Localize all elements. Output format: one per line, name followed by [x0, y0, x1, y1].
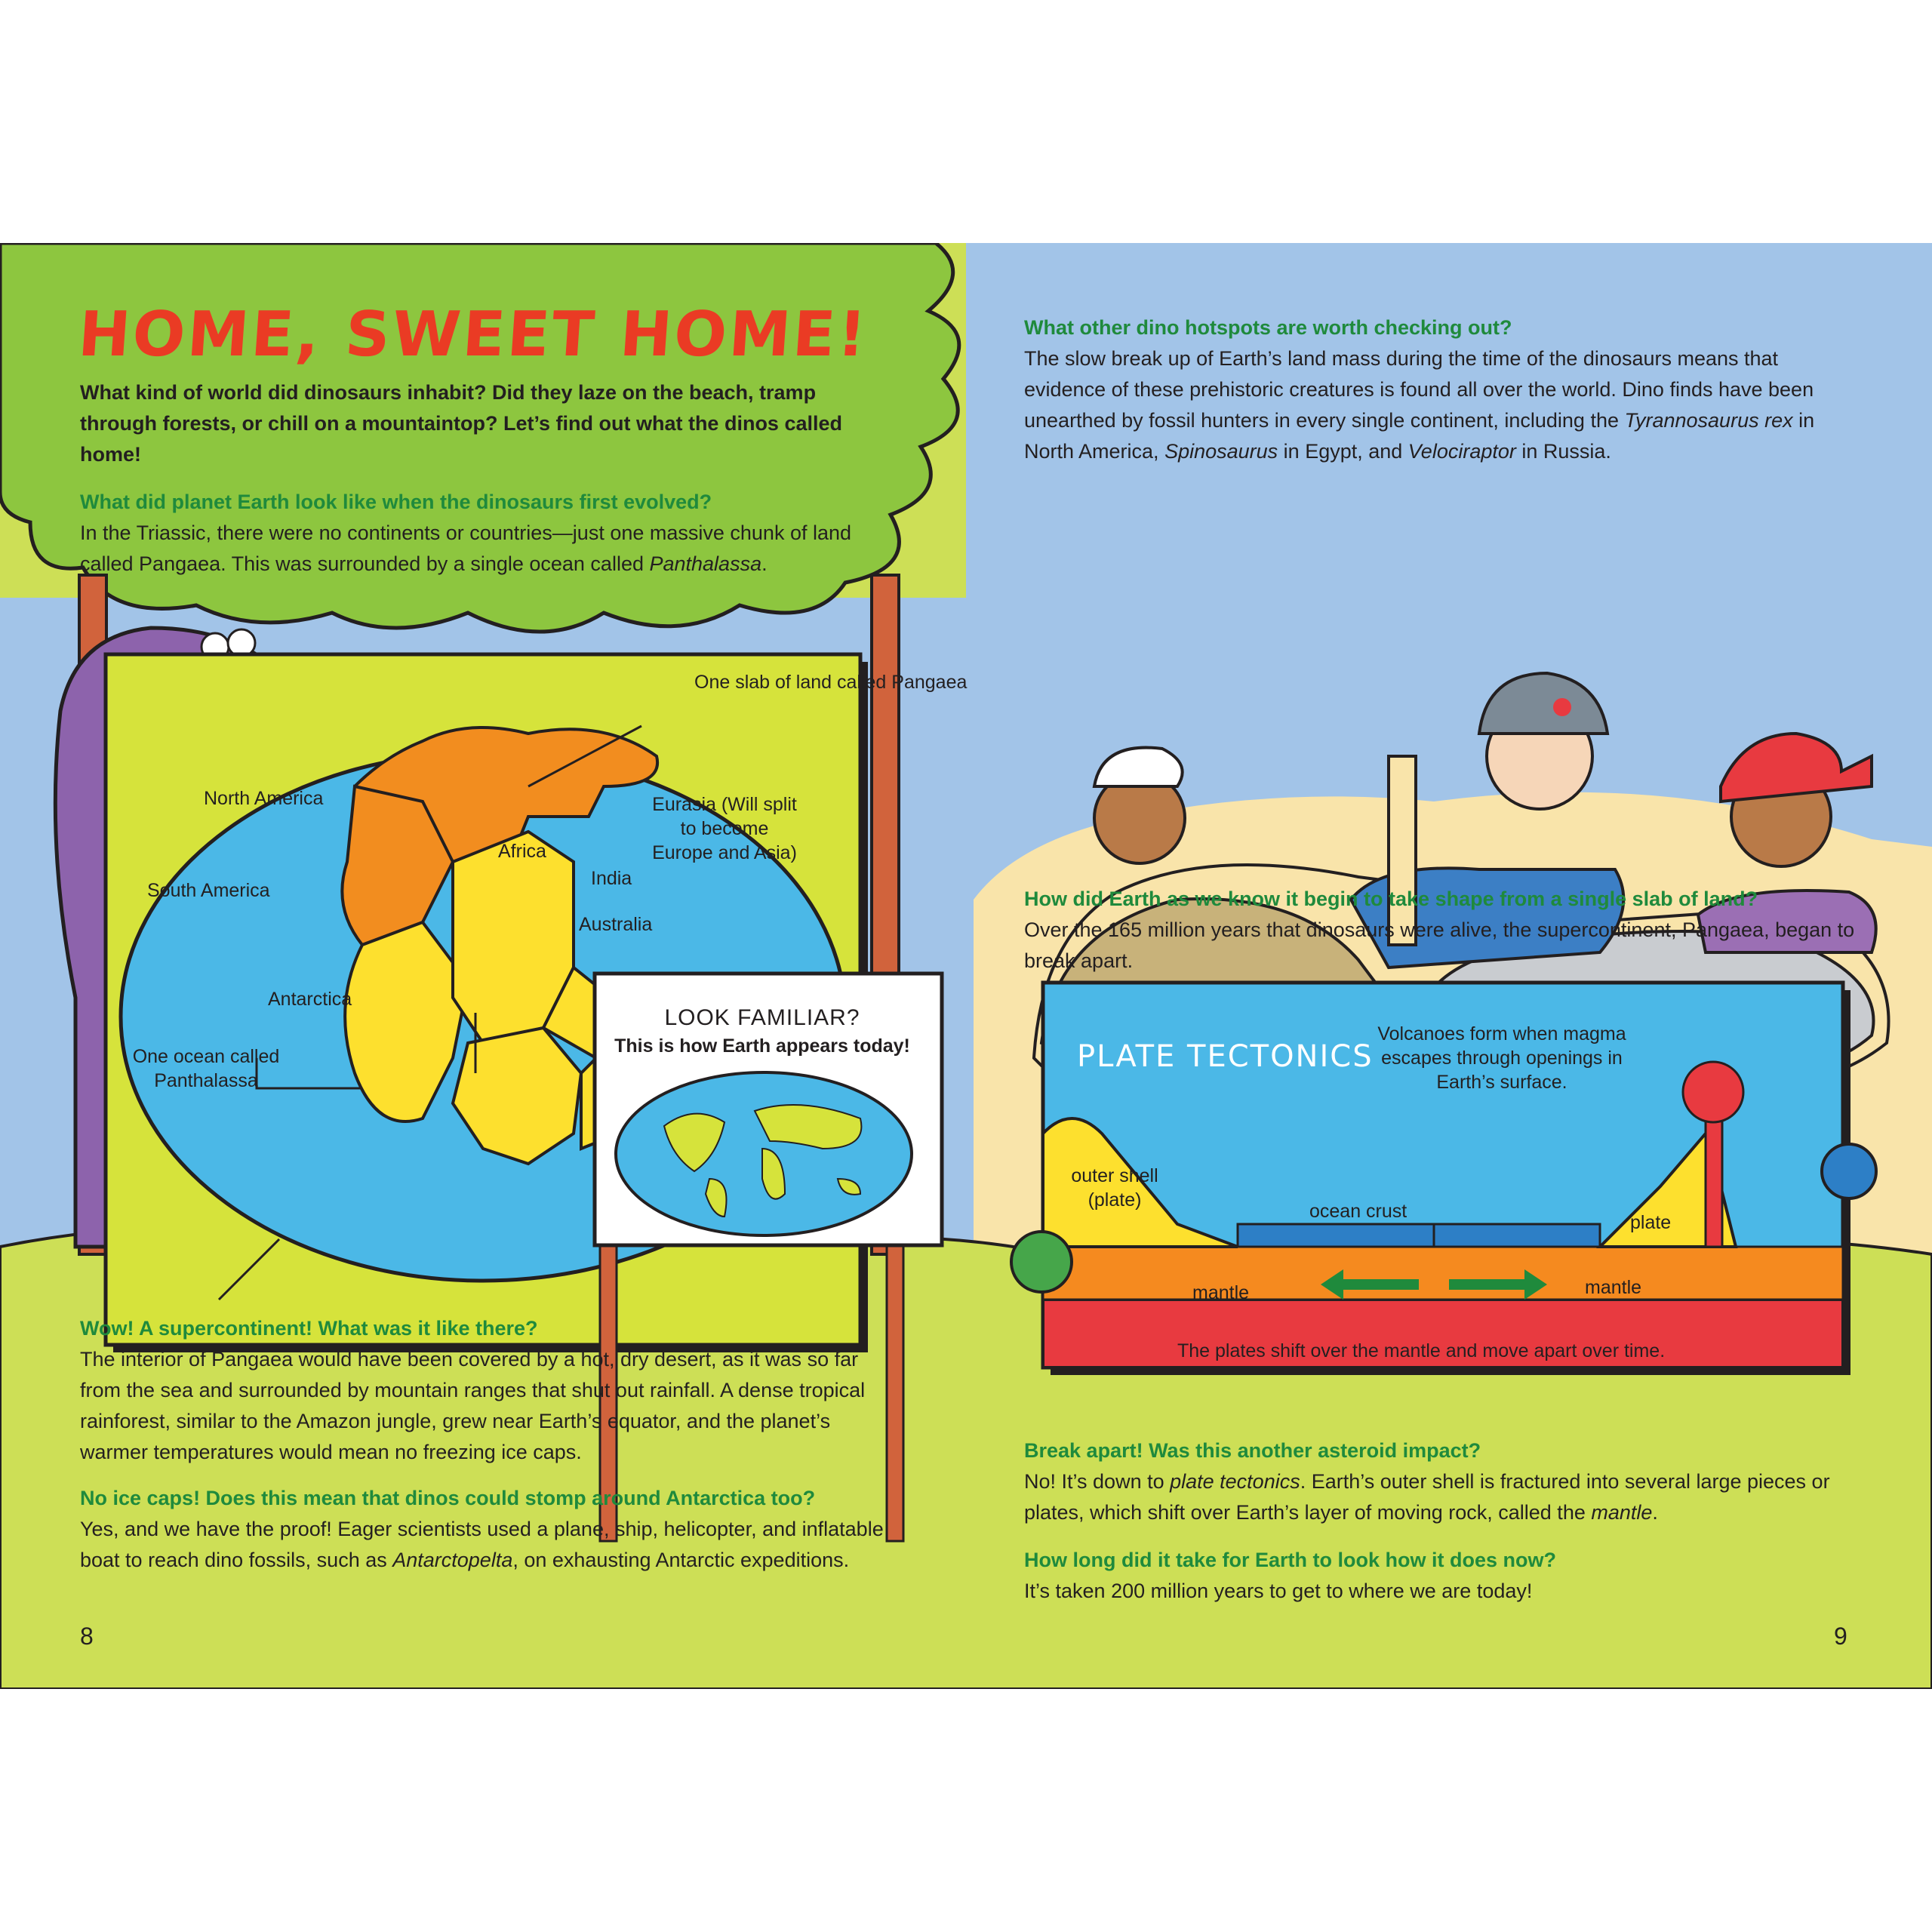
question-take-shape: How did Earth as we know it begin to take shape from a single slab of land? [1024, 888, 1758, 910]
question-supercontinent: Wow! A supercontinent! What was it like there? [80, 1317, 538, 1340]
question-hotspots: What other dino hotspots are worth checking out? [1024, 316, 1512, 339]
answer-earth-evolved: In the Triassic, there were no continents or countries—just one massive chunk of land called Pangaea. This was surrounded by a single ocean called Panthalassa. [80, 521, 852, 575]
label-africa: Africa [498, 841, 546, 862]
ocean-crust-right [1434, 1224, 1600, 1247]
section-earth-evolved [80, 487, 895, 580]
label-ocean-crust: ocean crust [1309, 1201, 1407, 1222]
answer-how-long: It’s taken 200 million years to get to where we are today! [1024, 1580, 1533, 1602]
section-take-shape [1024, 884, 1892, 977]
answer-supercontinent: The interior of Pangaea would have been covered by a hot, dry desert, as it was so far from the sea and surrounded by mountain ranges that shut out rainfall. A dense tropical rainforest, similar to the Amazon jungle, grew near Earth’s equator, and the planet’s warmer temperatures would mean no freezing ice caps. [80, 1348, 866, 1463]
answer-asteroid: No! It’s down to plate tectonics. Earth’s outer shell is fractured into several large pieces or plates, which shift over Earth’s layer of moving rock, called the mantle. [1024, 1470, 1830, 1524]
label-australia: Australia [579, 914, 653, 935]
question-antarctica: No ice caps! Does this mean that dinos could stomp around Antarctica too? [80, 1487, 816, 1509]
volcano-plume [1683, 1062, 1743, 1122]
label-north-america: North America [204, 788, 324, 809]
book-spread [0, 243, 1932, 1689]
section-supercontinent [80, 1313, 903, 1468]
label-south-america: South America [147, 880, 270, 901]
intro-paragraph: What kind of world did dinosaurs inhabit? Did they laze on the beach, tramp through forests, or chill on a mountaintop? Let’s find out what the dinos called home! [80, 381, 842, 466]
label-pangaea: One slab of land called Pangaea [694, 672, 968, 693]
answer-hotspots: The slow break up of Earth’s land mass during the time of the dinosaurs means that evidence of these prehistoric creatures is found all over the world. Dino finds have been unearthed by fossil hunters in every single continent, including the Tyrannosaurus rex in North America, Spinosaurus in Egypt, and Velociraptor in Russia. [1024, 347, 1815, 463]
answer-take-shape: Over the 165 million years that dinosaurs were alive, the supercontinent, Pangaea, began to break apart. [1024, 918, 1855, 972]
look-familiar-title: LOOK FAMILIAR? [664, 1005, 860, 1030]
section-antarctica [80, 1483, 903, 1576]
label-eurasia: Eurasia (Will split to become Europe and Asia) [652, 794, 797, 863]
question-how-long: How long did it take for Earth to look how it does now? [1024, 1549, 1556, 1571]
page-number-right: 9 [1834, 1623, 1847, 1650]
label-outer-shell: outer shell (plate) [1071, 1165, 1158, 1211]
answer-antarctica: Yes, and we have the proof! Eager scientists used a plane, ship, helicopter, and inflatable boat to reach dino fossils, such as Antarctopelta, on exhausting Antarctic expeditions. [80, 1518, 884, 1571]
look-familiar-subtitle: This is how Earth appears today! [614, 1035, 910, 1057]
label-mantle-right: mantle [1585, 1277, 1642, 1298]
magma-channel [1706, 1111, 1722, 1247]
label-antarctica: Antarctica [268, 989, 352, 1010]
label-mantle-left: mantle [1192, 1282, 1250, 1303]
page-title: HOME, SWEET HOME! [75, 299, 871, 371]
mantle-layer [1043, 1247, 1843, 1300]
ocean-crust-left [1238, 1224, 1434, 1247]
label-volcano: Volcanoes form when magma escapes through openings in Earth’s surface. [1377, 1023, 1626, 1093]
label-ocean: One ocean called Panthalassa [132, 1046, 280, 1091]
label-plate: plate [1630, 1212, 1672, 1233]
section-asteroid [1024, 1435, 1892, 1528]
hat-star [1553, 698, 1571, 716]
label-india: India [591, 868, 632, 889]
question-earth-evolved: What did planet Earth look like when the dinosaurs first evolved? [80, 491, 712, 513]
green-dino-peek [1011, 1232, 1072, 1292]
section-how-long [1024, 1545, 1892, 1607]
blue-dino-peek [1822, 1144, 1876, 1198]
section-hotspots [1024, 312, 1847, 467]
question-asteroid: Break apart! Was this another asteroid impact? [1024, 1439, 1481, 1462]
plate-tectonics-title: PLATE TECTONICS [1077, 1039, 1374, 1074]
label-plates-shift: The plates shift over the mantle and move apart over time. [1177, 1340, 1666, 1361]
page-number-left: 8 [80, 1623, 94, 1650]
